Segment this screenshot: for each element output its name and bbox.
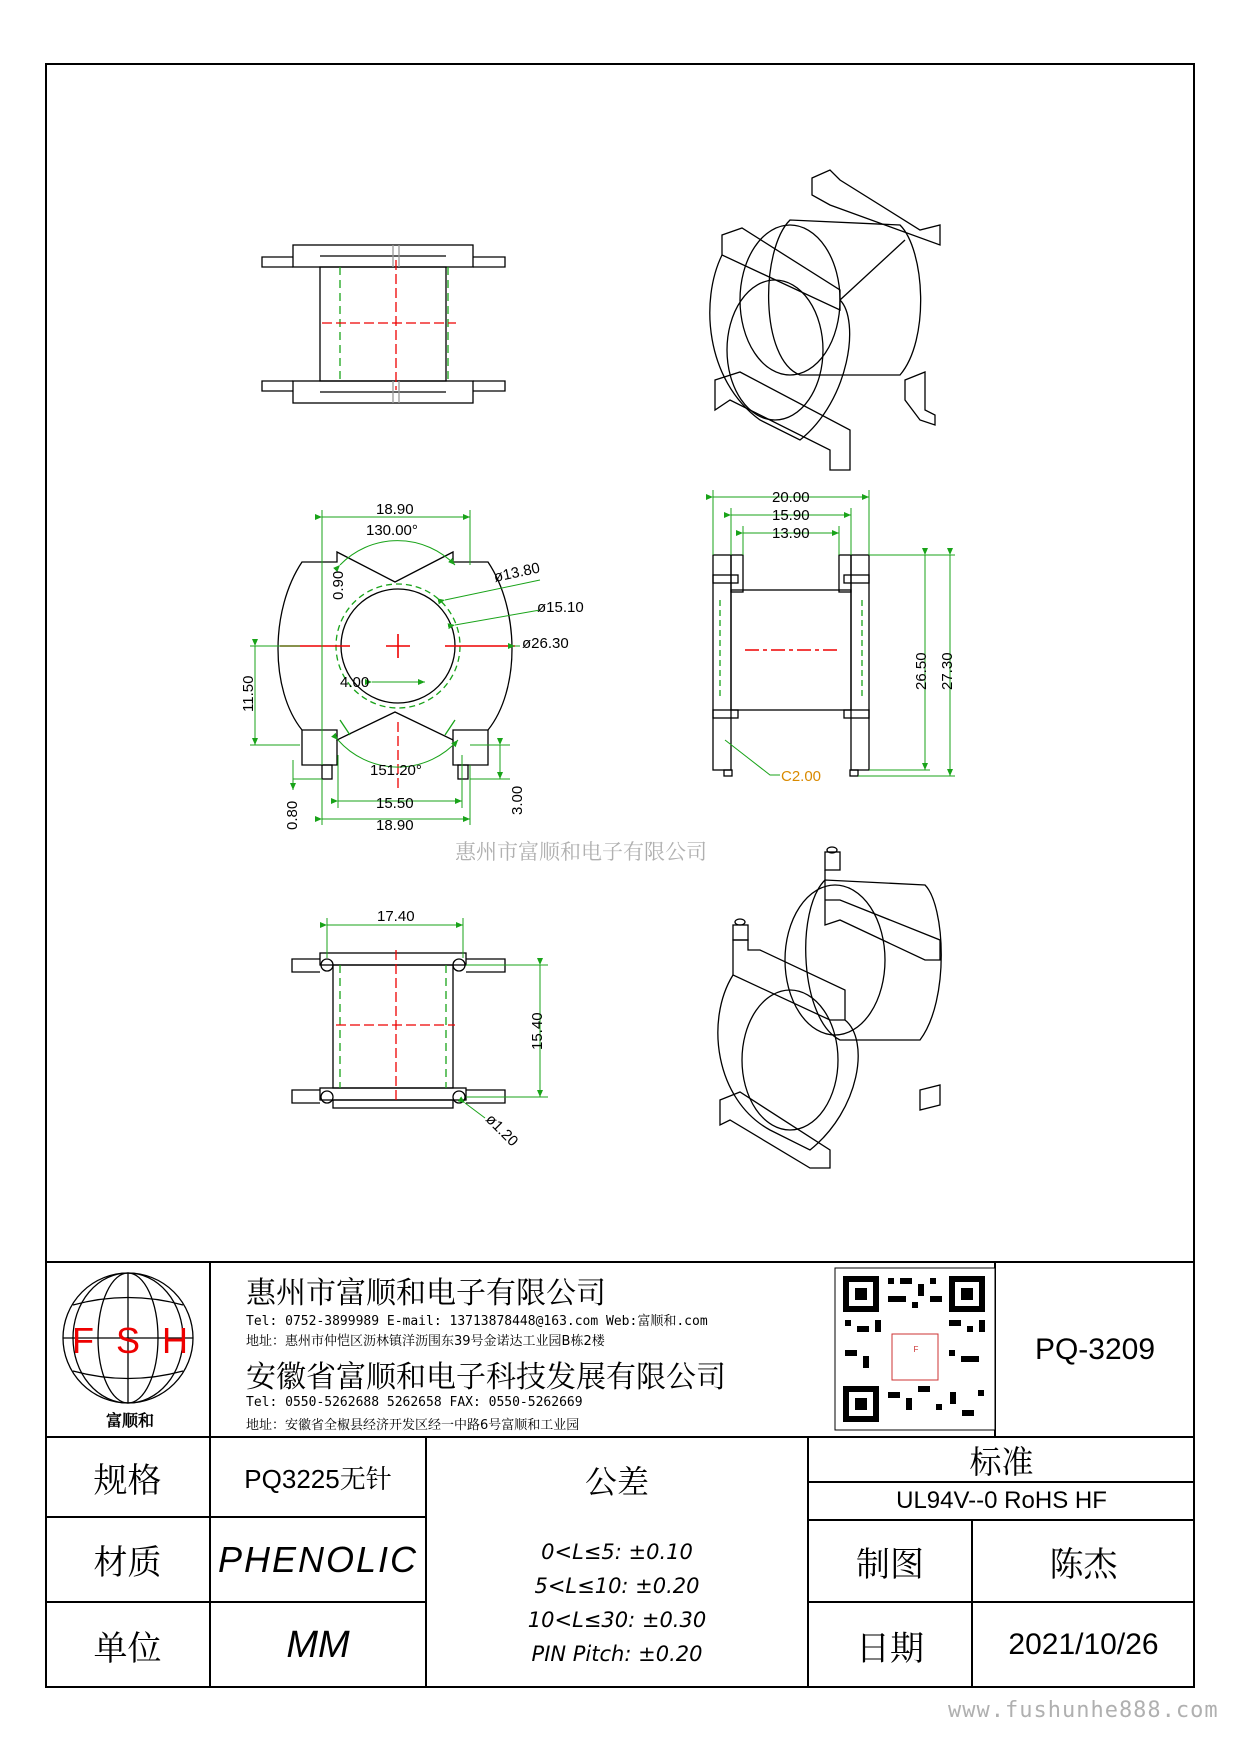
dim-height: 11.50 xyxy=(240,675,257,712)
logo-letter-f: F xyxy=(72,1320,94,1361)
part-number: PQ-3209 xyxy=(1034,1332,1156,1366)
dim-d2: ø15.10 xyxy=(537,599,584,616)
logo-letters xyxy=(60,1320,200,1360)
standard-value: UL94V--0 RoHS HF xyxy=(896,1487,1107,1514)
dim-d3: ø26.30 xyxy=(522,635,569,652)
logo-letter-s: S xyxy=(115,1320,140,1361)
dim-hole: ø1.20 xyxy=(482,1110,522,1150)
drawn-value: 陈杰 xyxy=(1049,1544,1118,1585)
tolerance-1: 0<L≤5: ±0.10 xyxy=(541,1540,693,1564)
dim-pin-h: 3.00 xyxy=(509,785,526,815)
dim-chamfer: C2.00 xyxy=(781,768,822,785)
logo-caption: 富顺和 xyxy=(105,1411,154,1430)
dim-w2: 15.90 xyxy=(772,507,810,524)
footer-watermark: www.fushunhe888.com xyxy=(948,1698,1219,1723)
company1-contact: Tel: 0752-3899989 E-mail: 13713878448@163.com Web:富顺和.com xyxy=(246,1314,708,1329)
dim-d1: ø13.80 xyxy=(492,559,542,586)
spec-value: PQ3225无针 xyxy=(244,1463,392,1494)
material-label: 材质 xyxy=(93,1543,162,1583)
dim-w1: 20.00 xyxy=(772,489,810,506)
watermark-company: 惠州市富顺和电子有限公司 xyxy=(455,841,707,864)
dim-slot: 4.00 xyxy=(340,674,370,691)
spec-label: 规格 xyxy=(93,1460,162,1501)
date-label: 日期 xyxy=(856,1628,924,1669)
company2-address: 地址：安徽省全椒县经济开发区经一中路6号富顺和工业园 xyxy=(246,1418,580,1433)
dim-width-bottom: 18.90 xyxy=(376,817,414,834)
date-value: 2021/10/26 xyxy=(1008,1628,1159,1661)
company2-contact: Tel: 0550-5262688 5262658 FAX: 0550-5262669 xyxy=(246,1395,583,1410)
tolerance-3: 10<L≤30: ±0.30 xyxy=(527,1608,707,1632)
tolerance-label: 公差 xyxy=(584,1463,649,1501)
material-value: PHENOLIC xyxy=(217,1538,419,1580)
tolerance-2: 5<L≤10: ±0.20 xyxy=(534,1574,700,1598)
dim-width-top: 18.90 xyxy=(376,501,414,518)
company1-name: 惠州市富顺和电子有限公司 xyxy=(246,1276,606,1311)
company2-name: 安徽省富顺和电子科技发展有限公司 xyxy=(246,1360,726,1395)
dim-bottom-height: 15.40 xyxy=(529,1012,546,1050)
dim-pin-dia: 0.80 xyxy=(284,800,301,830)
dim-h1: 26.50 xyxy=(913,652,930,690)
qr-logo-text: F xyxy=(913,1345,919,1354)
tolerance-4: PIN Pitch: ±0.20 xyxy=(531,1642,703,1666)
unit-label: 单位 xyxy=(93,1628,162,1669)
dim-pin-span: 15.50 xyxy=(376,795,414,812)
dim-w3: 13.90 xyxy=(772,525,810,542)
logo-letter-h: H xyxy=(161,1320,188,1361)
drawn-label: 制图 xyxy=(856,1544,924,1585)
company1-address: 地址：惠州市仲恺区沥林镇洋沥围东39号金诺达工业园B栋2楼 xyxy=(246,1334,605,1349)
dim-angle-bottom: 151.20° xyxy=(370,762,422,779)
standard-label: 标准 xyxy=(969,1442,1034,1481)
unit-value: MM xyxy=(286,1623,350,1666)
dim-h2: 27.30 xyxy=(939,652,956,690)
tolerance-list xyxy=(426,1535,808,1671)
dim-span: 17.40 xyxy=(377,908,415,925)
dim-angle-top: 130.00° xyxy=(366,522,418,539)
dim-rib: 0.90 xyxy=(330,570,347,600)
